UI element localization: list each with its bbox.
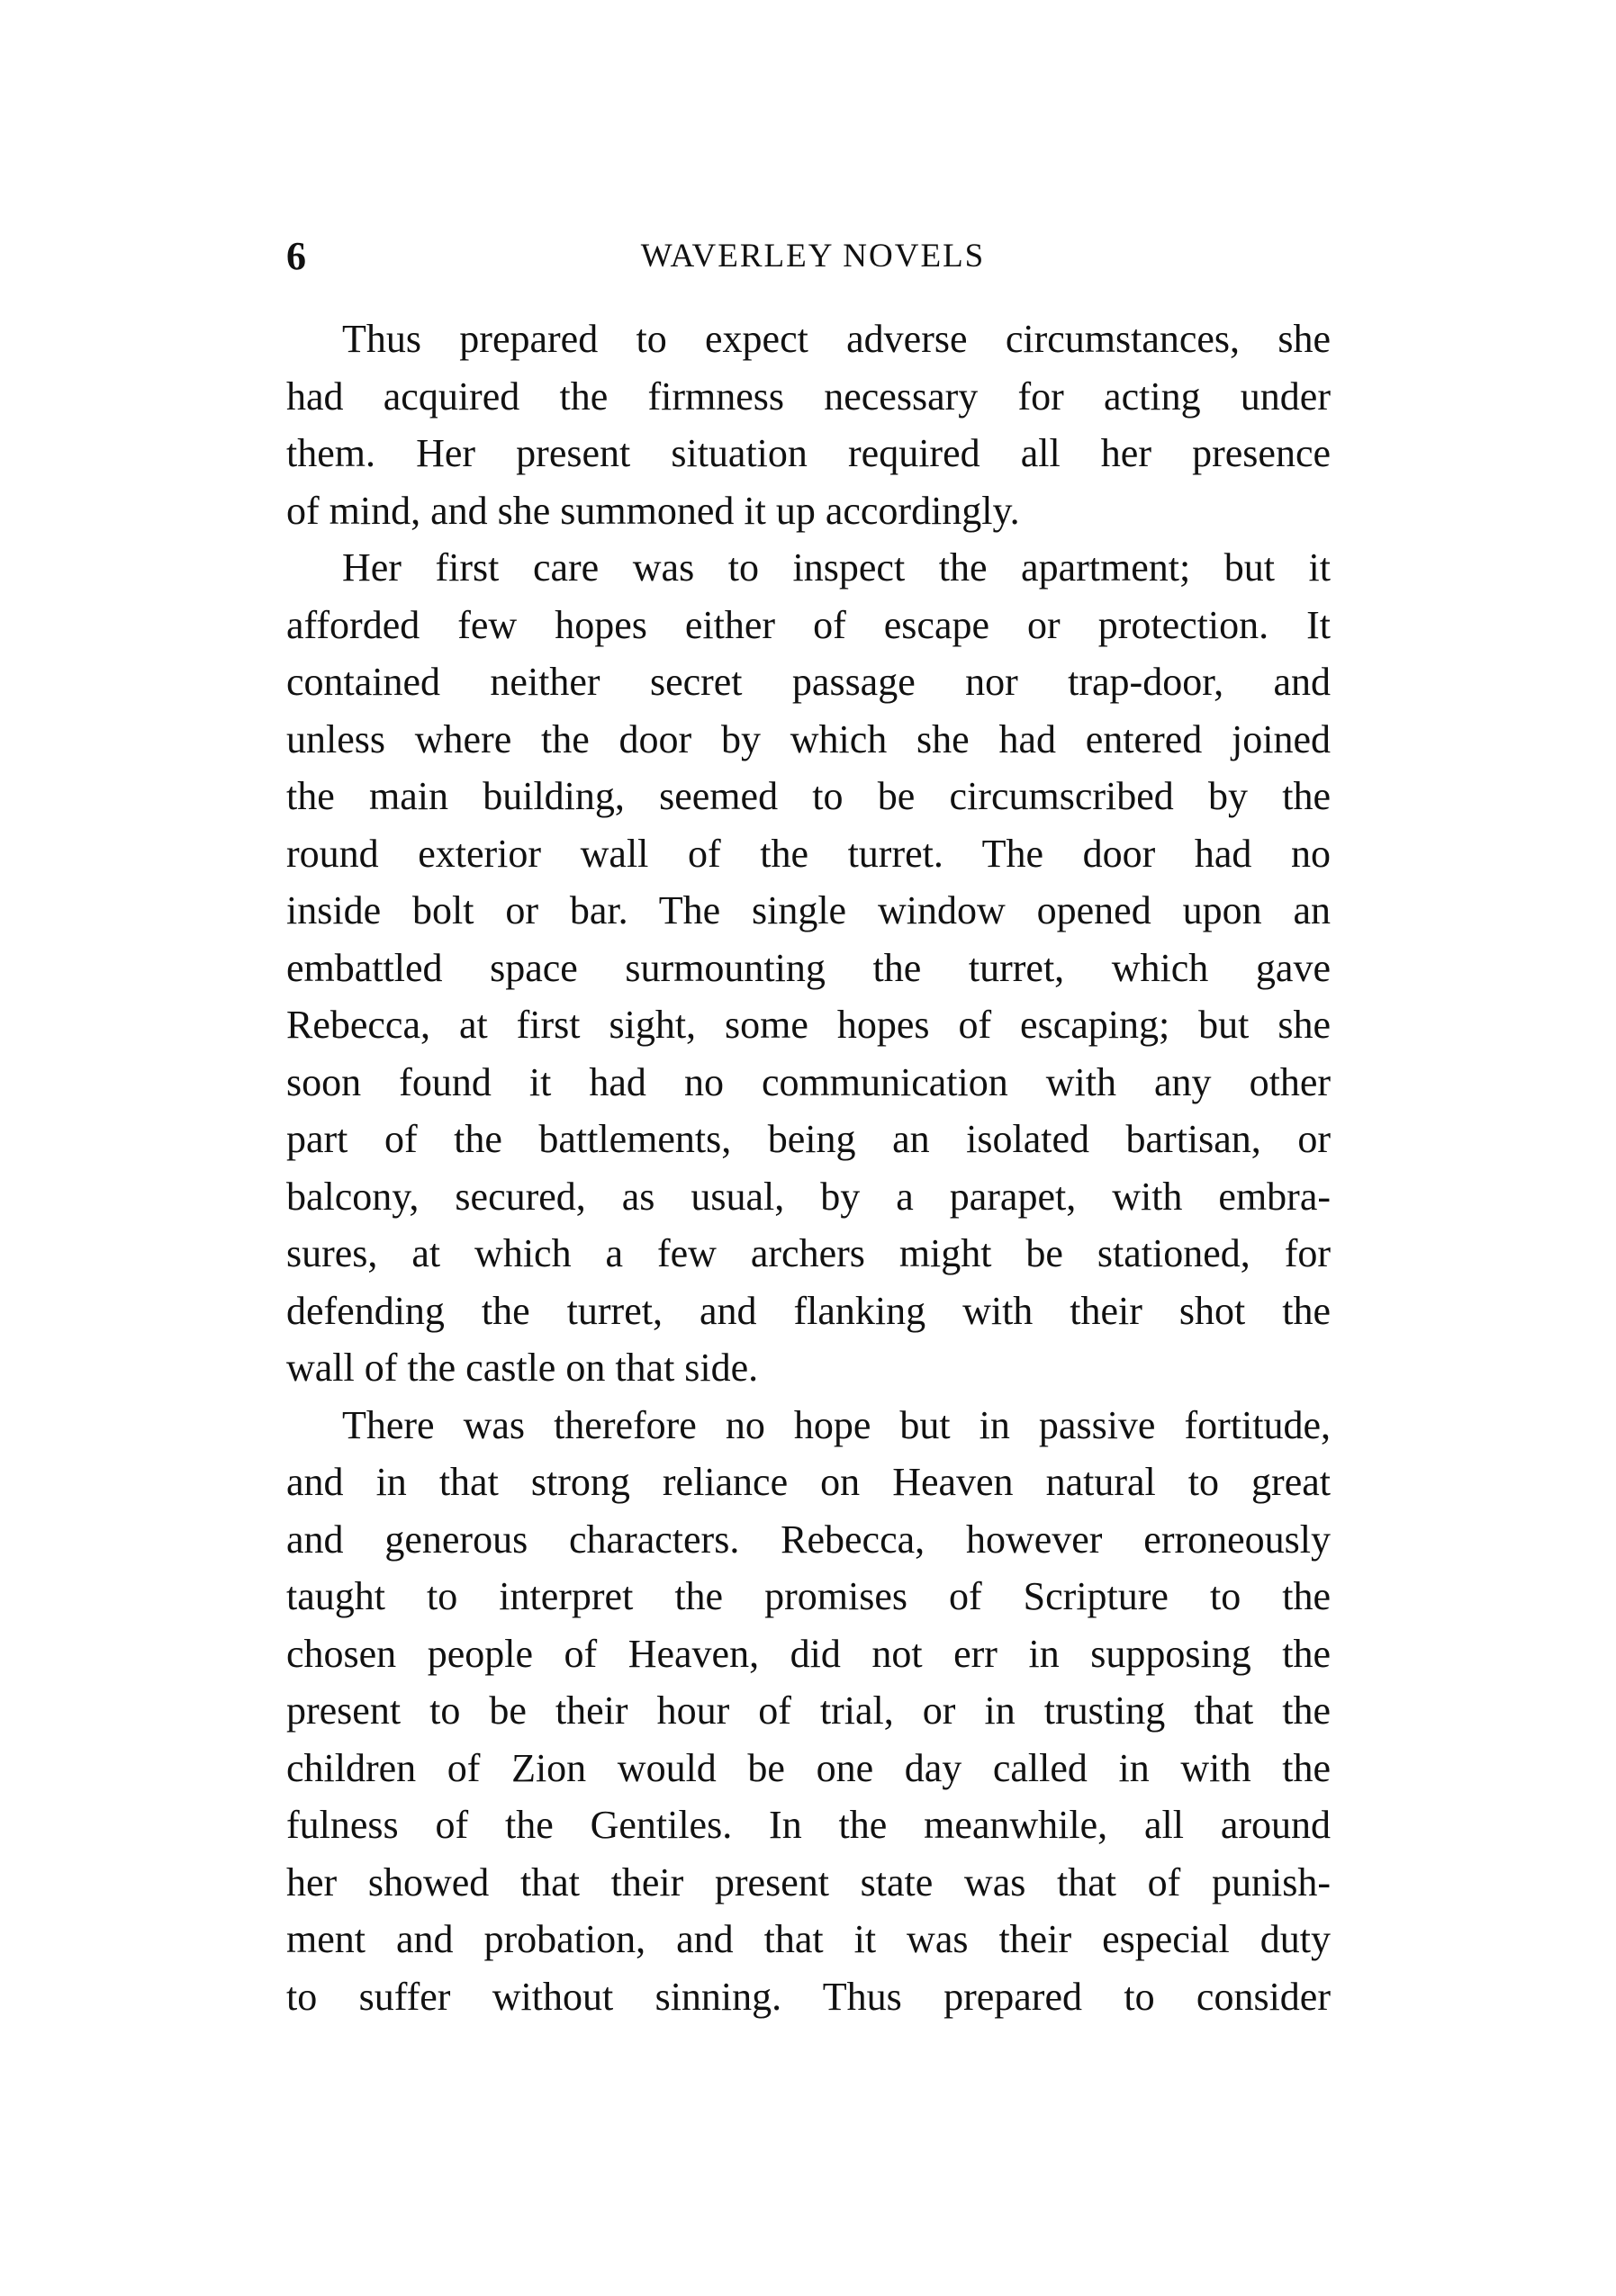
- body-text: [286, 311, 1331, 2025]
- text-line: wall of the castle on that side.: [286, 1346, 759, 1390]
- text-line: Thus prepared to expect adverse circumstances, she: [342, 317, 1331, 361]
- text-line: had acquired the firmness necessary for acting under: [286, 374, 1331, 419]
- text-line: inside bolt or bar. The single window opened upon an: [286, 888, 1331, 932]
- text-line: and in that strong reliance on Heaven natural to great: [286, 1460, 1331, 1504]
- text-line: part of the battlements, being an isolated bartisan, or: [286, 1117, 1331, 1161]
- text-line: Her first care was to inspect the apartment; but it: [342, 545, 1331, 590]
- text-line: present to be their hour of trial, or in trusting that the: [286, 1688, 1331, 1733]
- text-line: Rebecca, at first sight, some hopes of escaping; but she: [286, 1003, 1331, 1047]
- text-line: soon found it had no communication with any other: [286, 1059, 1331, 1104]
- text-line: balcony, secured, as usual, by a parapet, with embra-: [286, 1174, 1331, 1219]
- text-line: the main building, seemed to be circumscribed by the: [286, 774, 1331, 818]
- text-line: embattled space surmounting the turret, which gave: [286, 945, 1331, 990]
- text-line: ment and probation, and that it was their especial duty: [286, 1917, 1331, 1961]
- text-line: her showed that their present state was that of punish-: [286, 1859, 1331, 1904]
- text-line: children of Zion would be one day called in with the: [286, 1745, 1331, 1790]
- page-header: [286, 230, 1331, 284]
- running-head: WAVERLEY NOVELS: [640, 238, 986, 275]
- text-line: sures, at which a few archers might be stationed, for: [286, 1231, 1331, 1275]
- text-line: and generous characters. Rebecca, however erroneously: [286, 1517, 1331, 1562]
- paragraph: [286, 539, 1331, 1397]
- text-line: taught to interpret the promises of Scripture to the: [286, 1574, 1331, 1618]
- text-line: to suffer without sinning. Thus prepared to consider: [286, 1974, 1331, 2019]
- text-line: round exterior wall of the turret. The door had no: [286, 831, 1331, 876]
- page-number: 6: [286, 234, 306, 278]
- text-line: defending the turret, and flanking with their shot the: [286, 1288, 1331, 1333]
- text-line: chosen people of Heaven, did not err in supposing the: [286, 1631, 1331, 1676]
- text-line: fulness of the Gentiles. In the meanwhile, all around: [286, 1803, 1331, 1847]
- text-line: unless where the door by which she had entered joined: [286, 716, 1331, 761]
- paragraph: [286, 1397, 1331, 2026]
- text-line: There was therefore no hope but in passive fortitude,: [342, 1402, 1331, 1447]
- text-line: of mind, and she summoned it up accordingly.: [286, 488, 1020, 533]
- paragraph: [286, 311, 1331, 539]
- text-line: contained neither secret passage nor trap-door, and: [286, 660, 1331, 704]
- text-line: them. Her present situation required all her presence: [286, 431, 1331, 475]
- text-line: afforded few hopes either of escape or protection. It: [286, 602, 1331, 647]
